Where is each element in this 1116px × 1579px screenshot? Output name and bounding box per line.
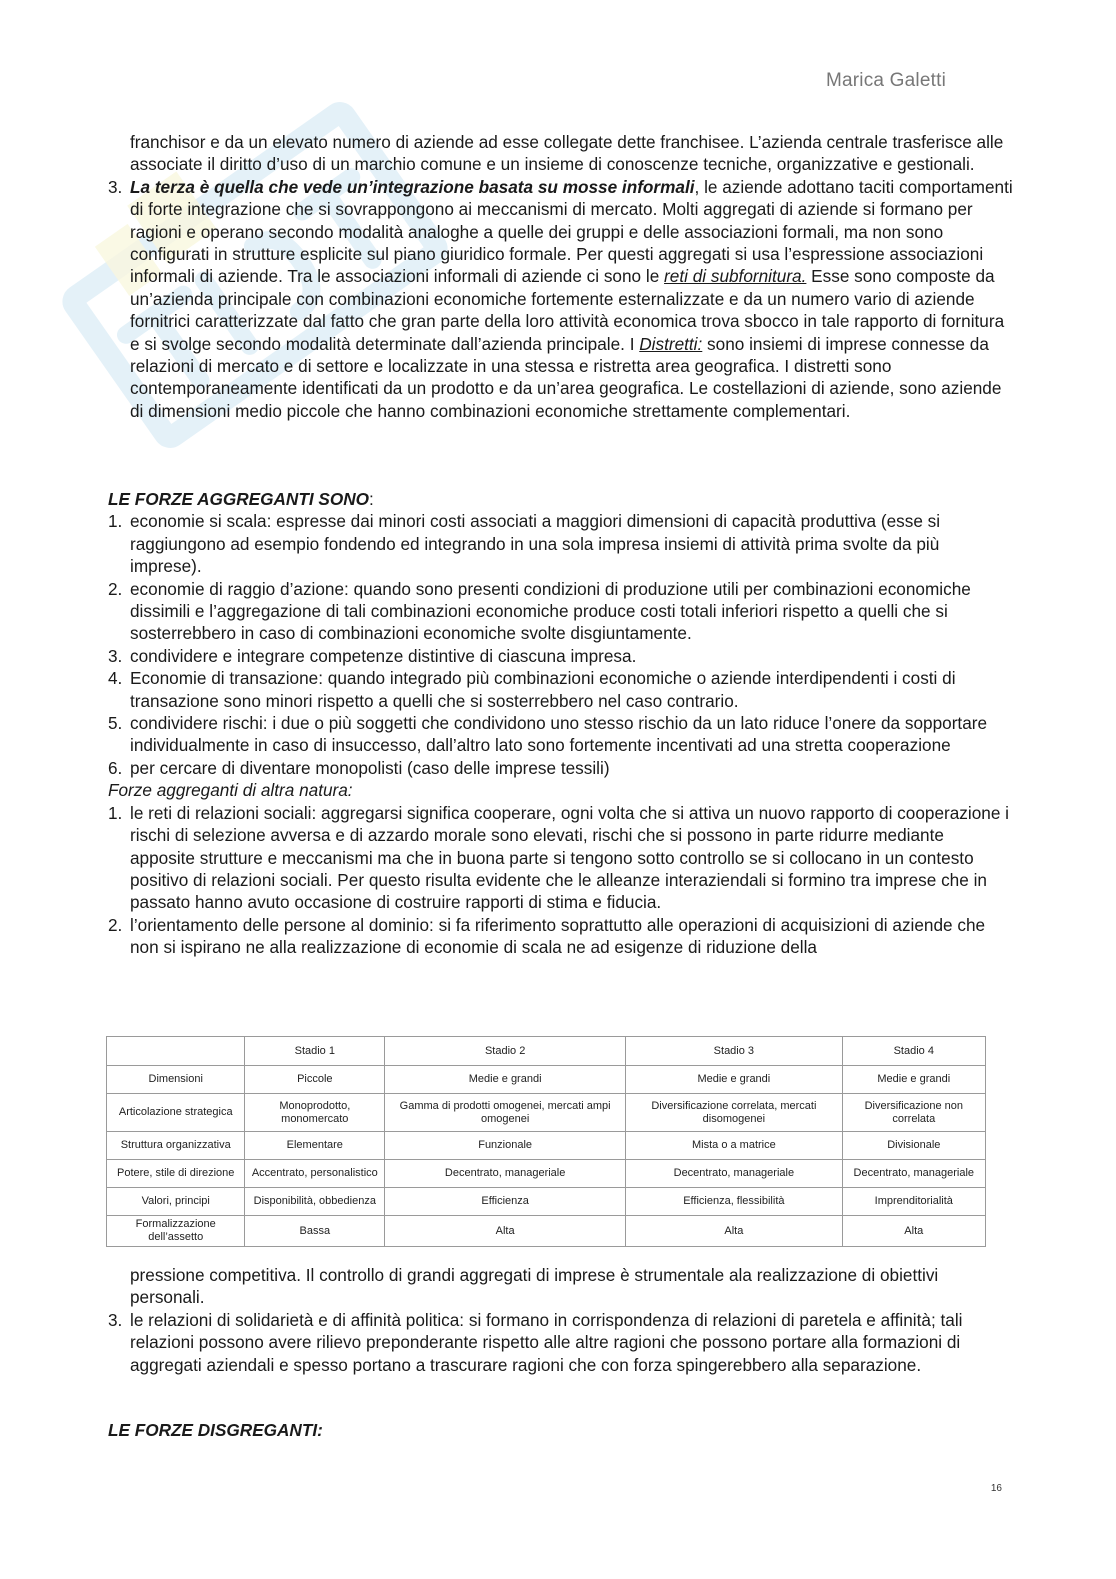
row-label: Articolazione strategica (107, 1094, 245, 1132)
table-row: Potere, stile di direzione Accentrato, personalistico Decentrato, manageriale Decentrato, manageriale Decentrato, manageriale (107, 1160, 986, 1188)
page-number: 16 (990, 1483, 1002, 1494)
section-forze-aggreganti (108, 488, 1013, 959)
column-header: Stadio 3 (626, 1037, 842, 1066)
paragraph-text: sono insiemi di imprese connesse da relazioni di mercato e di settore e localizzate in una stessa e ristretta area geografica. I distretti sono contemporaneamente identificati da un prodotto e da un’area geografica. Le costellazioni di aziende, sono aziende di dimensioni medio piccole che hanno combinazioni economiche strettamente complementari. (130, 333, 1002, 421)
dominio-continuation: pressione competitiva. Il controllo di grandi aggregati di imprese è strumentale ala realizzazione di obiettivi personali. (130, 1265, 939, 1308)
list-item: 1. economie si scala: espresse dai minori costi associati a maggiori dimensioni di capacità produttiva (esse si raggiungono ad esempio fondendo ed integrando in una sola impresa insiemi di attività prima svolte da più imprese). (108, 511, 941, 577)
author-name: Marica Galetti (825, 70, 946, 91)
aggregation-types-list (108, 176, 1013, 422)
table-row: Valori, principi Disponibilità, obbedienza Efficienza Efficienza, flessibilità Imprenditorialità (107, 1188, 986, 1216)
column-header: Stadio 1 (245, 1037, 385, 1066)
list-item: 1. le reti di relazioni sociali: aggregarsi significa cooperare, ogni volta che si attiva un nuovo rapporto di cooperazione i rischi di selezione avversa e di azzardo morale sono elevati, rischi che si possono in parte ridurre mediante apposite strutture e meccanismi ma che in buona parte si tengono sotto controllo se si collocano in un contesto positivo di relazioni sociali. Per questo risulta evidente che le alleanze interaziendali si formino tra imprese che in passato hanno avuto occasione di costruire rapporti di stima e fiducia. (108, 802, 1009, 913)
emphasized-lead: La terza è quella che vede un’integrazione basata su mosse informali (130, 176, 695, 197)
column-header: Stadio 2 (385, 1037, 626, 1066)
section-informal-associations (108, 131, 1013, 422)
list-item: 4. Economie di transazione: quando integrado più combinazioni economiche o aziende interdipendenti i costi di transazione sono minori rispetto a quelli che si sosterrebbero nel caso contrario. (108, 668, 956, 711)
section-heading: LE FORZE DISGREGANTI: (108, 1420, 323, 1440)
reti-subfornitura-term: reti di subfornitura. (664, 266, 807, 287)
table-header-row (107, 1037, 986, 1066)
forze-aggreganti-list (108, 510, 1013, 779)
section-heading: LE FORZE AGGREGANTI SONO: (108, 489, 374, 509)
franchising-continuation: franchisor e da un elevato numero di aziende ad esse collegate dette franchisee. L’azienda centrale trasferisce alle associate il diritto d’uso di un marchio comune e un insieme di conoscenze tecniche, organizzative e gestionali. (130, 132, 1004, 175)
list-item: 6. per cercare di diventare monopolisti (caso delle imprese tessili) (108, 757, 610, 778)
row-label: Dimensioni (107, 1066, 245, 1094)
table-row: Articolazione strategica Monoprodotto, monomercato Gamma di prodotti omogenei, mercati ampi omogenei Diversificazione correlata, mercati disomogenei Diversificazione non correlata (107, 1094, 986, 1132)
table-row: Formalizzazione dell’assetto Bassa Alta Alta Alta (107, 1216, 986, 1247)
list-item: 3. le relazioni di solidarietà e di affinità politica: si formano in corrispondenza di relazioni di paretela e affinità; tali relazioni possono avere rilievo preponderante rispetto alle altre ragioni che possono portare alla formazioni di aggregati aziendali e spesso portano a trascurare ragioni che con forza spingerebbero alla separazione. (108, 1309, 963, 1375)
list-number: 3. (108, 176, 123, 197)
section-after-table (108, 1264, 1013, 1376)
row-label: Struttura organizzativa (107, 1132, 245, 1160)
stadi-sviluppo-table (106, 1036, 986, 1247)
list-item: 5. condividere rischi: i due o più soggetti che condividono uno stesso rischio da un lato riduce l’onere da sopportare individualmente in caso di insuccesso, dall’altro lato sono fortemente incentivati ad una stretta cooperazione (108, 713, 988, 756)
altra-natura-list-continued (108, 1309, 1013, 1376)
table-row: Dimensioni Piccole Medie e grandi Medie e grandi Medie e grandi (107, 1066, 986, 1094)
list-item (108, 176, 1013, 422)
altra-natura-list (108, 802, 1013, 959)
section-forze-disgreganti (108, 1419, 1013, 1441)
paragraph-text: , le aziende adottano taciti comportamenti di forte integrazione che si sovrappongono ai meccanismi di mercato. Molti aggregati di aziende si formano per ragioni e operano secondo modalità analoghe a quelle dei gruppi e delle associazioni formali, ma non sono configurati in strutture esplicite sul piano giuridico formale. Per questi aggregati si usa l’espressione associazioni informali di aziende. Tra le associazioni informali di aziende ci sono le (130, 176, 1013, 287)
distretti-term: Distretti: (639, 333, 703, 354)
table-row: Struttura organizzativa Elementare Funzionale Mista o a matrice Divisionale (107, 1132, 986, 1160)
stadi-table-container (106, 1036, 986, 1247)
row-label: Formalizzazione dell’assetto (107, 1216, 245, 1247)
row-label: Valori, principi (107, 1188, 245, 1216)
list-item: 3. condividere e integrare competenze distintive di ciascuna impresa. (108, 645, 637, 666)
list-item: 2. economie di raggio d’azione: quando sono presenti condizioni di produzione utili per combinazioni economiche dissimili e l’aggregazione di tali combinazioni economiche produce costi totali inferiori rispetto a quelli che si sosterrebbero in caso di combinazioni economiche svolte disgiuntamente. (108, 578, 971, 644)
paragraph-text: Esse sono composte da un’azienda principale con combinazioni economiche fortemente esternalizzate e da un numero vario di aziende fornitrici caratterizzate dal fatto che gran parte della loro attività economica trova sbocco in tale rapporto di fornitura e si svolge secondo modalità determinate dall’azienda principale. I (130, 266, 1005, 354)
column-header: Stadio 4 (842, 1037, 985, 1066)
row-label: Potere, stile di direzione (107, 1160, 245, 1188)
list-item: 2. l’orientamento delle persone al dominio: si fa riferimento soprattutto alle operazioni di acquisizioni di aziende che non si ispirano ne alla realizzazione di economie di scala ne ad esigenze di riduzione della (108, 914, 986, 958)
subheading-altra-natura: Forze aggreganti di altra natura: (108, 780, 353, 801)
